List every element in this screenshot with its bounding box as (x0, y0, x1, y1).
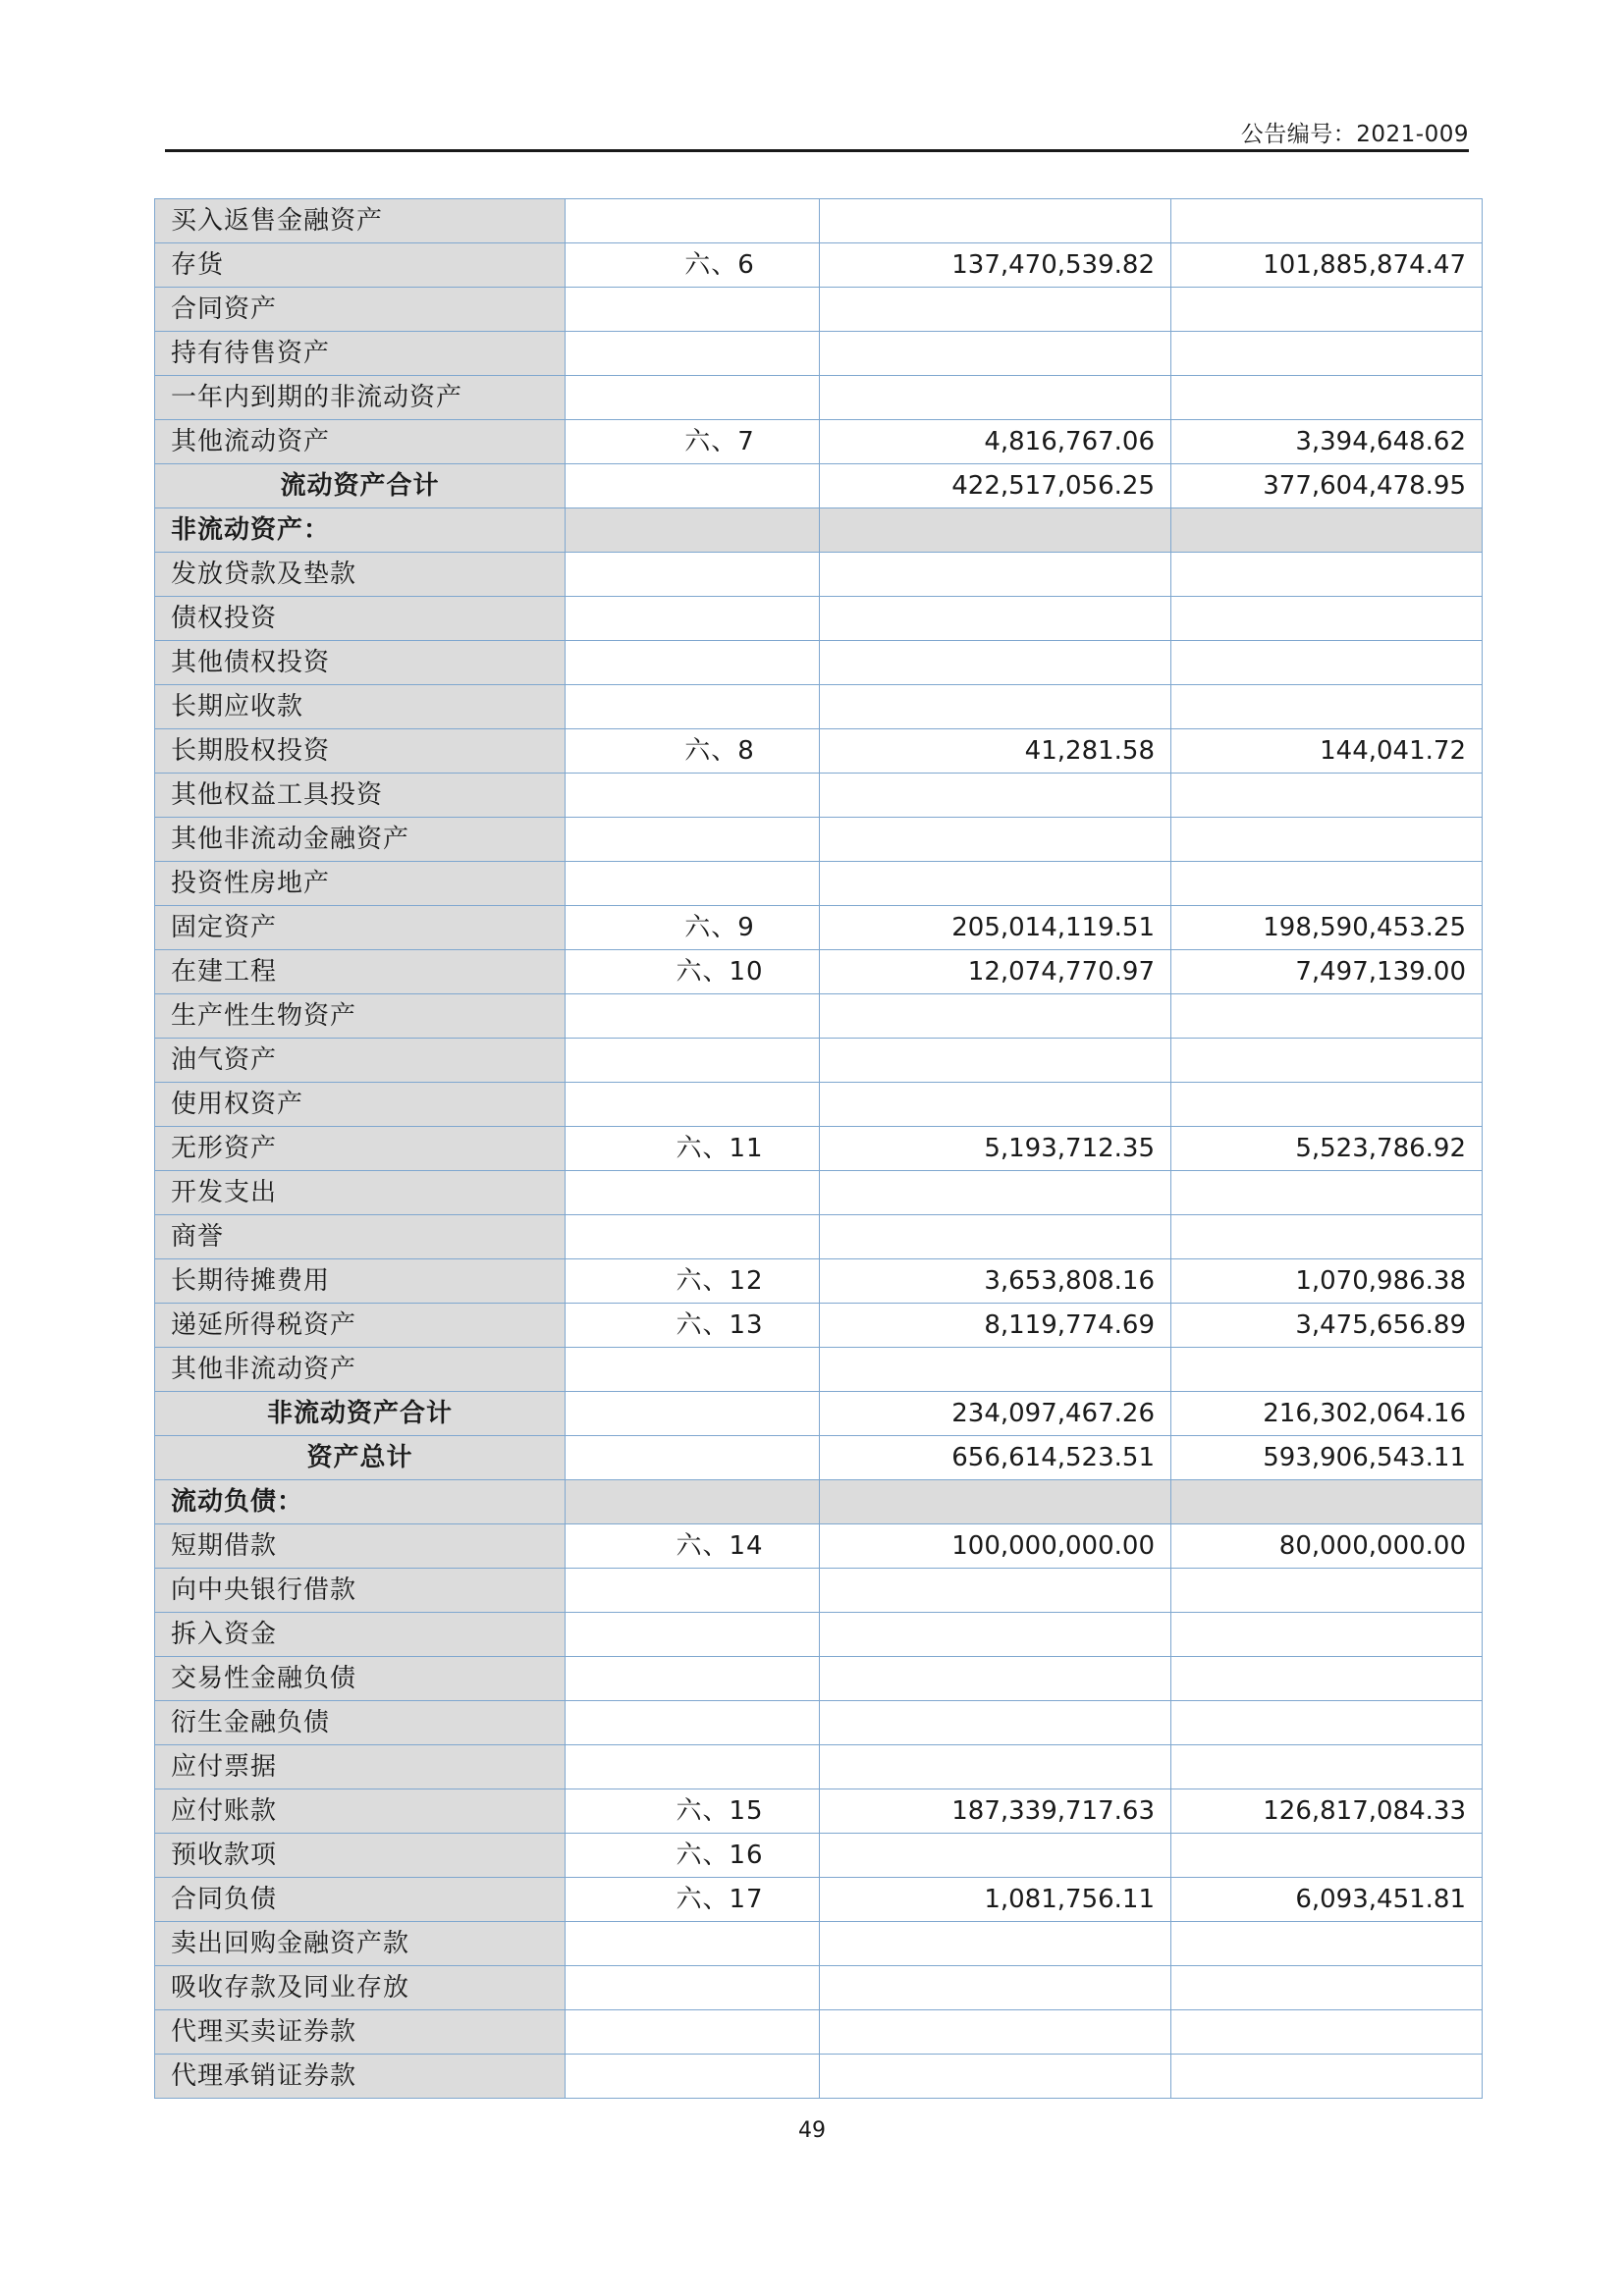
note-cell (566, 685, 820, 729)
total-row (155, 1436, 1483, 1480)
prior-period-amount-cell: 7,497,139.00 (1171, 950, 1483, 994)
item-name-cell: 其他流动资产 (155, 420, 566, 464)
prior-period-amount-cell (1171, 553, 1483, 597)
current-period-amount-cell (820, 1922, 1171, 1966)
table-row (155, 1745, 1483, 1789)
current-period-amount-cell (820, 199, 1171, 243)
current-period-amount-cell (820, 1215, 1171, 1259)
note-cell (566, 1789, 820, 1834)
total-row (155, 1392, 1483, 1436)
note-cell (566, 994, 820, 1039)
item-name-cell: 油气资产 (155, 1039, 566, 1083)
table-row (155, 2010, 1483, 2055)
prior-period-amount-cell (1171, 1701, 1483, 1745)
prior-period-amount-cell: 216,302,064.16 (1171, 1392, 1483, 1436)
table-row (155, 1083, 1483, 1127)
table-row (155, 332, 1483, 376)
note-reference: 六、9 (684, 913, 755, 942)
prior-period-amount-cell (1171, 332, 1483, 376)
item-name-cell: 向中央银行借款 (155, 1569, 566, 1613)
note-cell (566, 508, 820, 553)
table-row (155, 1834, 1483, 1878)
prior-period-amount-cell: 198,590,453.25 (1171, 906, 1483, 950)
table-row (155, 1922, 1483, 1966)
item-name-cell: 在建工程 (155, 950, 566, 994)
note-reference: 六、11 (676, 1134, 764, 1163)
note-cell (566, 553, 820, 597)
item-name-cell: 固定资产 (155, 906, 566, 950)
note-reference: 六、14 (676, 1531, 764, 1561)
prior-period-amount-cell (1171, 818, 1483, 862)
item-name-cell: 合同负债 (155, 1878, 566, 1922)
note-cell (566, 1171, 820, 1215)
item-name-cell: 投资性房地产 (155, 862, 566, 906)
note-cell (566, 1083, 820, 1127)
current-period-amount-cell: 4,816,767.06 (820, 420, 1171, 464)
prior-period-amount-cell (1171, 685, 1483, 729)
prior-period-amount-cell: 126,817,084.33 (1171, 1789, 1483, 1834)
note-reference: 六、7 (684, 427, 755, 456)
item-name-cell: 代理买卖证券款 (155, 2010, 566, 2055)
prior-period-amount-cell (1171, 1922, 1483, 1966)
note-cell (566, 1966, 820, 2010)
table-row (155, 553, 1483, 597)
prior-period-amount-cell (1171, 2055, 1483, 2099)
table-row (155, 1348, 1483, 1392)
current-period-amount-cell (820, 376, 1171, 420)
note-cell (566, 376, 820, 420)
prior-period-amount-cell (1171, 1745, 1483, 1789)
current-period-amount-cell (820, 994, 1171, 1039)
balance-sheet-table (154, 198, 1483, 2099)
current-period-amount-cell (820, 1657, 1171, 1701)
note-reference: 六、10 (676, 957, 764, 987)
table-row (155, 1259, 1483, 1304)
note-cell (566, 729, 820, 774)
prior-period-amount-cell (1171, 376, 1483, 420)
note-cell (566, 464, 820, 508)
note-cell (566, 906, 820, 950)
current-period-amount-cell: 5,193,712.35 (820, 1127, 1171, 1171)
prior-period-amount-cell (1171, 1613, 1483, 1657)
current-period-amount-cell (820, 553, 1171, 597)
prior-period-amount-cell: 377,604,478.95 (1171, 464, 1483, 508)
announcement-number: 公告编号：2021-009 (1240, 122, 1469, 147)
item-name-cell: 应付票据 (155, 1745, 566, 1789)
item-name-cell: 商誉 (155, 1215, 566, 1259)
note-cell (566, 818, 820, 862)
note-reference: 六、16 (676, 1841, 764, 1870)
current-period-amount-cell: 8,119,774.69 (820, 1304, 1171, 1348)
note-cell (566, 1304, 820, 1348)
balance-sheet-body (155, 199, 1483, 2099)
current-period-amount-cell: 205,014,119.51 (820, 906, 1171, 950)
item-name-cell: 开发支出 (155, 1171, 566, 1215)
current-period-amount-cell (820, 1569, 1171, 1613)
current-period-amount-cell: 137,470,539.82 (820, 243, 1171, 288)
item-name-cell: 流动负债： (155, 1480, 566, 1524)
item-name-cell: 持有待售资产 (155, 332, 566, 376)
table-row (155, 1613, 1483, 1657)
current-period-amount-cell: 3,653,808.16 (820, 1259, 1171, 1304)
item-name-cell: 非流动资产： (155, 508, 566, 553)
table-row (155, 597, 1483, 641)
item-name-cell: 应付账款 (155, 1789, 566, 1834)
section-header-row (155, 508, 1483, 553)
item-name-cell: 合同资产 (155, 288, 566, 332)
item-name-cell: 资产总计 (155, 1436, 566, 1480)
table-row (155, 1524, 1483, 1569)
table-row (155, 685, 1483, 729)
table-row (155, 376, 1483, 420)
note-cell (566, 1922, 820, 1966)
prior-period-amount-cell: 3,475,656.89 (1171, 1304, 1483, 1348)
prior-period-amount-cell (1171, 1834, 1483, 1878)
note-cell (566, 1259, 820, 1304)
current-period-amount-cell (820, 508, 1171, 553)
table-row (155, 950, 1483, 994)
item-name-cell: 长期应收款 (155, 685, 566, 729)
item-name-cell: 长期股权投资 (155, 729, 566, 774)
note-reference: 六、12 (676, 1266, 764, 1296)
prior-period-amount-cell (1171, 641, 1483, 685)
prior-period-amount-cell: 593,906,543.11 (1171, 1436, 1483, 1480)
table-row (155, 243, 1483, 288)
item-name-cell: 其他非流动金融资产 (155, 818, 566, 862)
table-row (155, 199, 1483, 243)
item-name-cell: 债权投资 (155, 597, 566, 641)
table-row (155, 1171, 1483, 1215)
prior-period-amount-cell: 144,041.72 (1171, 729, 1483, 774)
item-name-cell: 其他非流动资产 (155, 1348, 566, 1392)
item-name-cell: 长期待摊费用 (155, 1259, 566, 1304)
table-row (155, 1657, 1483, 1701)
table-row (155, 1701, 1483, 1745)
prior-period-amount-cell (1171, 1215, 1483, 1259)
note-reference: 六、13 (676, 1310, 764, 1340)
prior-period-amount-cell: 80,000,000.00 (1171, 1524, 1483, 1569)
note-cell (566, 1039, 820, 1083)
table-row (155, 774, 1483, 818)
item-name-cell: 流动资产合计 (155, 464, 566, 508)
note-cell (566, 1834, 820, 1878)
note-cell (566, 1524, 820, 1569)
current-period-amount-cell (820, 862, 1171, 906)
note-reference: 六、8 (684, 736, 755, 766)
note-cell (566, 332, 820, 376)
prior-period-amount-cell (1171, 1348, 1483, 1392)
current-period-amount-cell (820, 774, 1171, 818)
current-period-amount-cell (820, 1701, 1171, 1745)
note-cell (566, 1436, 820, 1480)
note-cell (566, 2010, 820, 2055)
item-name-cell: 非流动资产合计 (155, 1392, 566, 1436)
current-period-amount-cell (820, 1613, 1171, 1657)
prior-period-amount-cell (1171, 199, 1483, 243)
item-name-cell: 预收款项 (155, 1834, 566, 1878)
current-period-amount-cell: 234,097,467.26 (820, 1392, 1171, 1436)
table-row (155, 906, 1483, 950)
note-cell (566, 1348, 820, 1392)
item-name-cell: 使用权资产 (155, 1083, 566, 1127)
prior-period-amount-cell (1171, 508, 1483, 553)
table-row (155, 862, 1483, 906)
section-header-row (155, 1480, 1483, 1524)
table-row (155, 1127, 1483, 1171)
table-row (155, 818, 1483, 862)
prior-period-amount-cell (1171, 1480, 1483, 1524)
prior-period-amount-cell (1171, 1171, 1483, 1215)
prior-period-amount-cell (1171, 1039, 1483, 1083)
current-period-amount-cell (820, 1834, 1171, 1878)
table-row (155, 1789, 1483, 1834)
note-cell (566, 243, 820, 288)
item-name-cell: 递延所得税资产 (155, 1304, 566, 1348)
table-row (155, 1215, 1483, 1259)
current-period-amount-cell: 187,339,717.63 (820, 1789, 1171, 1834)
note-cell (566, 1127, 820, 1171)
item-name-cell: 交易性金融负债 (155, 1657, 566, 1701)
prior-period-amount-cell: 3,394,648.62 (1171, 420, 1483, 464)
note-cell (566, 1392, 820, 1436)
note-cell (566, 641, 820, 685)
current-period-amount-cell (820, 1480, 1171, 1524)
prior-period-amount-cell (1171, 597, 1483, 641)
current-period-amount-cell: 100,000,000.00 (820, 1524, 1171, 1569)
note-cell (566, 1701, 820, 1745)
note-cell (566, 288, 820, 332)
item-name-cell: 代理承销证券款 (155, 2055, 566, 2099)
item-name-cell: 发放贷款及垫款 (155, 553, 566, 597)
note-cell (566, 420, 820, 464)
prior-period-amount-cell: 1,070,986.38 (1171, 1259, 1483, 1304)
item-name-cell: 短期借款 (155, 1524, 566, 1569)
current-period-amount-cell: 41,281.58 (820, 729, 1171, 774)
current-period-amount-cell (820, 685, 1171, 729)
note-cell (566, 950, 820, 994)
prior-period-amount-cell (1171, 288, 1483, 332)
note-cell (566, 862, 820, 906)
table-row (155, 729, 1483, 774)
item-name-cell: 卖出回购金融资产款 (155, 1922, 566, 1966)
current-period-amount-cell (820, 597, 1171, 641)
current-period-amount-cell (820, 818, 1171, 862)
current-period-amount-cell (820, 332, 1171, 376)
prior-period-amount-cell (1171, 1569, 1483, 1613)
note-cell (566, 1480, 820, 1524)
item-name-cell: 拆入资金 (155, 1613, 566, 1657)
table-row (155, 1878, 1483, 1922)
item-name-cell: 一年内到期的非流动资产 (155, 376, 566, 420)
note-cell (566, 1215, 820, 1259)
current-period-amount-cell (820, 1966, 1171, 2010)
table-row (155, 288, 1483, 332)
current-period-amount-cell (820, 1745, 1171, 1789)
current-period-amount-cell: 422,517,056.25 (820, 464, 1171, 508)
note-cell (566, 1657, 820, 1701)
note-reference: 六、17 (676, 1885, 764, 1914)
header-divider (165, 149, 1469, 152)
current-period-amount-cell (820, 2010, 1171, 2055)
item-name-cell: 衍生金融负债 (155, 1701, 566, 1745)
prior-period-amount-cell (1171, 2010, 1483, 2055)
table-row (155, 1304, 1483, 1348)
total-row (155, 464, 1483, 508)
current-period-amount-cell (820, 2055, 1171, 2099)
current-period-amount-cell (820, 1083, 1171, 1127)
note-cell (566, 1613, 820, 1657)
prior-period-amount-cell (1171, 994, 1483, 1039)
table-row (155, 2055, 1483, 2099)
note-cell (566, 1745, 820, 1789)
note-reference: 六、6 (684, 250, 755, 280)
item-name-cell: 其他权益工具投资 (155, 774, 566, 818)
table-row (155, 1039, 1483, 1083)
current-period-amount-cell: 656,614,523.51 (820, 1436, 1171, 1480)
current-period-amount-cell (820, 288, 1171, 332)
prior-period-amount-cell: 5,523,786.92 (1171, 1127, 1483, 1171)
note-cell (566, 1569, 820, 1613)
current-period-amount-cell (820, 1039, 1171, 1083)
table-row (155, 641, 1483, 685)
note-cell (566, 774, 820, 818)
item-name-cell: 存货 (155, 243, 566, 288)
note-cell (566, 199, 820, 243)
note-cell (566, 2055, 820, 2099)
table-row (155, 1569, 1483, 1613)
prior-period-amount-cell: 101,885,874.47 (1171, 243, 1483, 288)
prior-period-amount-cell: 6,093,451.81 (1171, 1878, 1483, 1922)
item-name-cell: 吸收存款及同业存放 (155, 1966, 566, 2010)
current-period-amount-cell (820, 641, 1171, 685)
note-cell (566, 1878, 820, 1922)
note-cell (566, 597, 820, 641)
page-number: 49 (798, 2118, 826, 2143)
item-name-cell: 无形资产 (155, 1127, 566, 1171)
note-reference: 六、15 (676, 1796, 764, 1826)
current-period-amount-cell: 12,074,770.97 (820, 950, 1171, 994)
prior-period-amount-cell (1171, 1083, 1483, 1127)
current-period-amount-cell (820, 1348, 1171, 1392)
item-name-cell: 其他债权投资 (155, 641, 566, 685)
prior-period-amount-cell (1171, 1657, 1483, 1701)
item-name-cell: 买入返售金融资产 (155, 199, 566, 243)
current-period-amount-cell: 1,081,756.11 (820, 1878, 1171, 1922)
table-row (155, 1966, 1483, 2010)
table-row (155, 994, 1483, 1039)
prior-period-amount-cell (1171, 862, 1483, 906)
table-row (155, 420, 1483, 464)
current-period-amount-cell (820, 1171, 1171, 1215)
prior-period-amount-cell (1171, 1966, 1483, 2010)
prior-period-amount-cell (1171, 774, 1483, 818)
item-name-cell: 生产性生物资产 (155, 994, 566, 1039)
